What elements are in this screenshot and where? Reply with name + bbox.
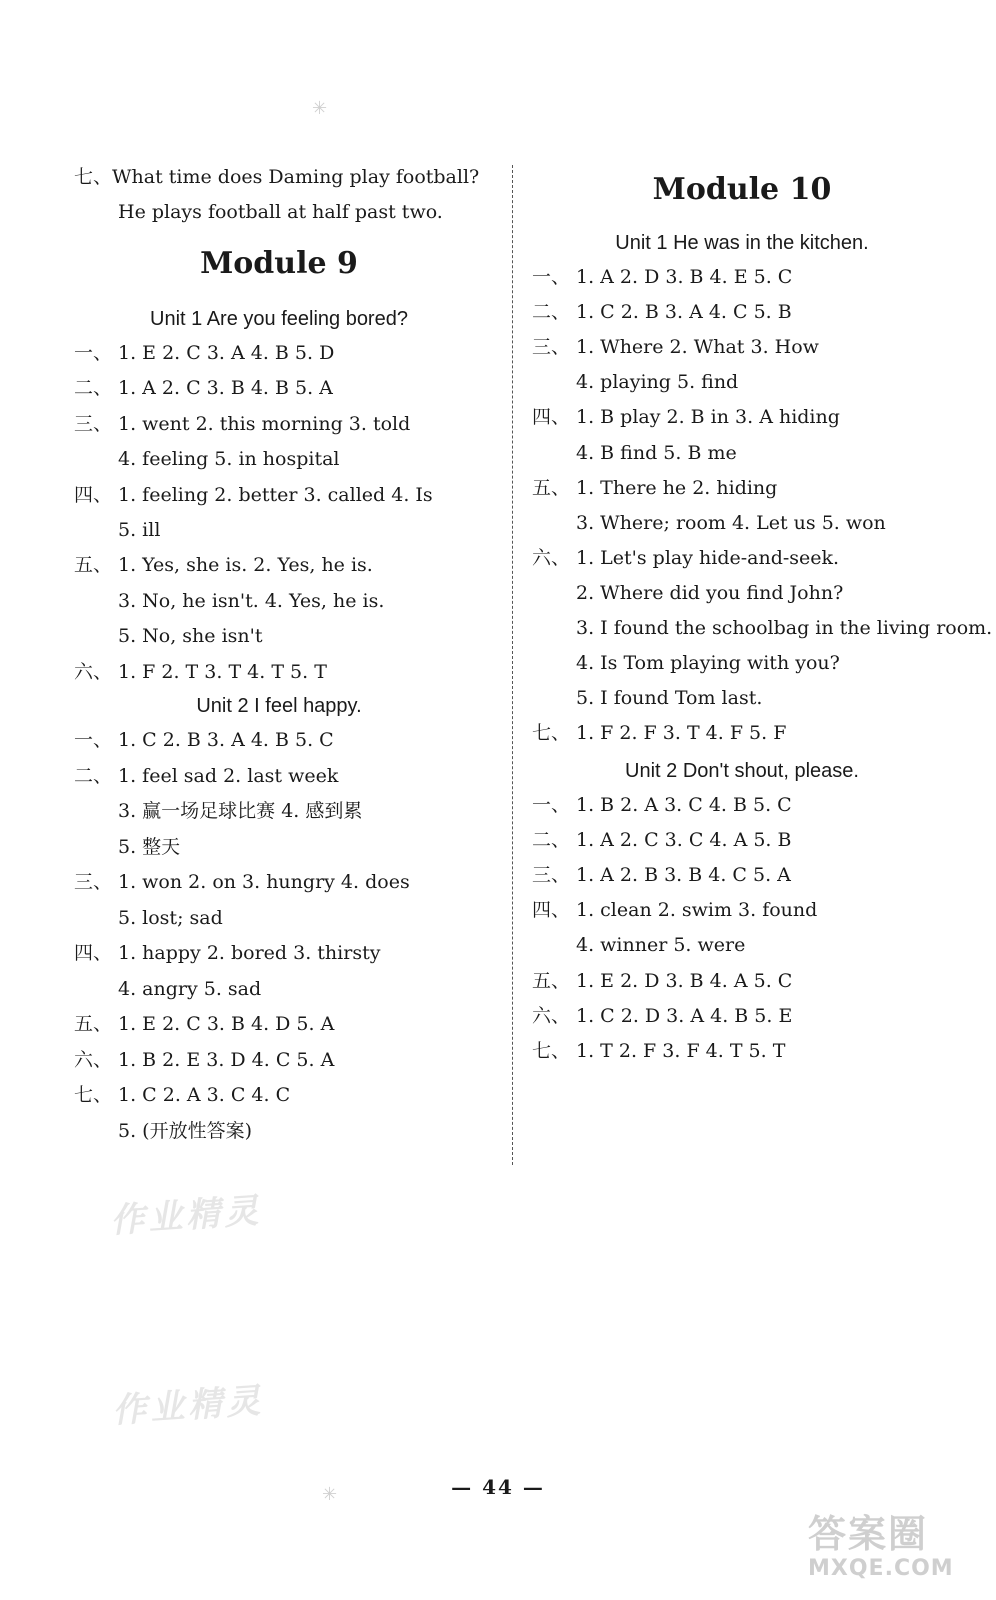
question-line: 七、What time does Daming play football?	[74, 166, 480, 188]
module-title: Module 10	[652, 172, 832, 207]
answer-text: 4. playing 5. find	[576, 371, 739, 394]
answer-line	[74, 869, 410, 895]
answer-line	[532, 545, 839, 571]
question-number: 三、	[532, 336, 571, 359]
answer-line	[532, 968, 792, 994]
question-number: 七、	[532, 1039, 571, 1062]
answer-line	[74, 411, 410, 437]
question-number: 六、	[532, 1004, 571, 1027]
answer-line	[74, 905, 223, 931]
answer-text: 4. Is Tom playing with you?	[576, 652, 840, 675]
answer-line	[532, 334, 819, 360]
unit-title: Unit 1 He was in the kitchen.	[615, 232, 869, 254]
answer-line	[532, 404, 840, 430]
question-number: 二、	[532, 829, 571, 852]
question-number: 五、	[532, 476, 571, 499]
answer-line	[74, 375, 333, 401]
answer-text: 1. E 2. D 3. B 4. A 5. C	[576, 969, 793, 992]
answer-text: 1. A 2. B 3. B 4. C 5. A	[576, 864, 791, 887]
question-number: 四、	[74, 483, 113, 506]
answer-line	[532, 510, 886, 536]
answer-text: 1. C 2. B 3. A 4. C 5. B	[576, 301, 792, 324]
answer-line	[532, 369, 738, 395]
question-number: 五、	[74, 554, 113, 577]
answer-text: 1. won 2. on 3. hungry 4. does	[118, 871, 410, 893]
question-number: 六、	[74, 1048, 113, 1071]
answer-text: 1. T 2. F 3. F 4. T 5. T	[576, 1039, 786, 1062]
answer-text: 1. went 2. this morning 3. told	[118, 412, 411, 435]
answer-line	[74, 798, 362, 824]
answer-line	[532, 897, 817, 923]
answer-text: 1. B 2. A 3. C 4. B 5. C	[576, 794, 792, 816]
unit-title: Unit 2 I feel happy.	[196, 695, 362, 717]
corner-logo	[808, 1512, 978, 1592]
answer-line	[74, 552, 373, 578]
answer-line	[74, 659, 327, 685]
question-number: 二、	[532, 301, 571, 324]
answer-text: 1. happy 2. bored 3. thirsty	[118, 942, 381, 964]
decorative-star-icon: ✳	[312, 98, 328, 119]
answer-text: 1. Yes, she is. 2. Yes, he is.	[118, 554, 373, 577]
answer-text: 1. F 2. F 3. T 4. F 5. F	[576, 722, 787, 745]
answer-line	[74, 763, 338, 789]
question-number: 五、	[532, 969, 571, 992]
question-number: 四、	[74, 942, 113, 964]
answer-line	[532, 440, 737, 466]
answer-text: 1. feel sad 2. last week	[118, 764, 339, 787]
answer-text: 4. B find 5. B me	[576, 441, 737, 464]
answer-text: 4. angry 5. sad	[118, 977, 262, 1000]
page-number: — 44 —	[451, 1475, 545, 1499]
answer-text: 1. B 2. E 3. D 4. C 5. A	[118, 1048, 335, 1071]
question-number: 三、	[532, 864, 571, 887]
answer-line	[74, 1118, 252, 1144]
question-number: 七、	[74, 1084, 113, 1106]
answer-text: 5. ill	[118, 519, 161, 541]
answer-line	[532, 1038, 785, 1064]
answer-text: 1. C 2. D 3. A 4. B 5. E	[576, 1004, 793, 1027]
answer-text: 5. (开放性答案)	[118, 1119, 252, 1142]
answer-line	[74, 940, 380, 966]
question-number: 五、	[74, 1013, 113, 1035]
question-number: 四、	[532, 899, 571, 922]
answer-line	[74, 588, 384, 614]
question-number: 三、	[74, 412, 113, 435]
answer-text: 1. feeling 2. better 3. called 4. Is	[118, 483, 433, 506]
answer-text: 3. No, he isn't. 4. Yes, he is.	[118, 589, 385, 612]
answer-line	[74, 1011, 334, 1037]
answer-text: 3. Where; room 4. Let us 5. won	[576, 511, 886, 534]
answer-text: 1. B play 2. B in 3. A hiding	[576, 406, 840, 429]
answer-line	[74, 482, 433, 508]
answer-text: 2. Where did you find John?	[576, 581, 844, 604]
logo-url: MXQE.COM	[808, 1556, 954, 1581]
answer-text: 5. I found Tom last.	[576, 687, 763, 710]
answer-line	[532, 862, 791, 888]
answer-text: 5. lost; sad	[118, 906, 223, 929]
answer-text: 1. There he 2. hiding	[576, 476, 778, 499]
answer-line	[74, 623, 263, 649]
question-number: 三、	[74, 871, 113, 893]
question-number: 一、	[74, 342, 113, 364]
answer-line	[532, 615, 992, 641]
question-number: 二、	[74, 764, 113, 787]
answer-text: 1. E 2. C 3. A 4. B 5. D	[118, 342, 335, 364]
answer-text: 1. C 2. A 3. C 4. C	[118, 1084, 291, 1106]
answer-text: 4. feeling 5. in hospital	[118, 448, 340, 471]
answer-text: 5. No, she isn't	[118, 625, 263, 648]
question-number: 六、	[74, 660, 113, 683]
answer-text: 1. C 2. B 3. A 4. B 5. C	[118, 729, 334, 751]
answer-line	[74, 834, 180, 860]
question-number: 六、	[532, 546, 571, 569]
answer-text: 1. Where 2. What 3. How	[576, 336, 819, 359]
column-divider	[512, 165, 513, 1165]
answer-line	[532, 475, 777, 501]
question-number: 一、	[74, 729, 113, 751]
answer-line	[74, 727, 334, 753]
watermark: 作业精灵	[109, 1190, 264, 1242]
question-number: 七、	[532, 722, 571, 745]
answer-text: 1. A 2. C 3. C 4. A 5. B	[576, 829, 792, 852]
question-number: 一、	[532, 266, 571, 288]
question-number: 一、	[532, 794, 571, 816]
answer-line: He plays football at half past two.	[118, 201, 443, 223]
answer-line	[532, 264, 792, 290]
answer-line	[74, 340, 334, 366]
answer-line	[74, 517, 160, 543]
answer-line	[74, 976, 261, 1002]
answer-text: 3. I found the schoolbag in the living room.	[576, 617, 993, 639]
answer-text: 1. E 2. C 3. B 4. D 5. A	[118, 1013, 335, 1035]
answer-text: 5. 整天	[118, 835, 181, 858]
answer-line	[532, 299, 792, 325]
answer-line	[532, 685, 762, 711]
watermark: 作业精灵	[111, 1380, 266, 1432]
answer-text: 3. 赢一场足球比赛 4. 感到累	[118, 800, 363, 822]
answer-line	[74, 1047, 334, 1073]
answer-line	[532, 650, 840, 676]
answer-line	[532, 1003, 792, 1029]
answer-text: 1. A 2. C 3. B 4. B 5. A	[118, 377, 333, 400]
answer-text: 1. Let's play hide-and-seek.	[576, 546, 840, 569]
answer-line	[532, 580, 843, 606]
answer-line	[74, 1082, 290, 1108]
answer-text: 1. clean 2. swim 3. found	[576, 899, 818, 922]
answer-line	[532, 720, 786, 746]
answer-line	[532, 792, 792, 818]
unit-title: Unit 2 Don't shout, please.	[625, 760, 859, 782]
decorative-star-icon: ✳	[322, 1484, 338, 1505]
answer-text: 1. F 2. T 3. T 4. T 5. T	[118, 660, 327, 683]
answer-line	[532, 932, 745, 958]
answer-text: 4. winner 5. were	[576, 934, 746, 957]
answer-text: 1. A 2. D 3. B 4. E 5. C	[576, 266, 793, 288]
answer-line	[74, 446, 340, 472]
module-title: Module 9	[200, 246, 358, 281]
answer-line	[532, 827, 791, 853]
question-number: 二、	[74, 377, 113, 400]
question-number: 四、	[532, 406, 571, 429]
logo-text: 答案圈	[808, 1512, 929, 1556]
unit-title: Unit 1 Are you feeling bored?	[150, 308, 408, 330]
